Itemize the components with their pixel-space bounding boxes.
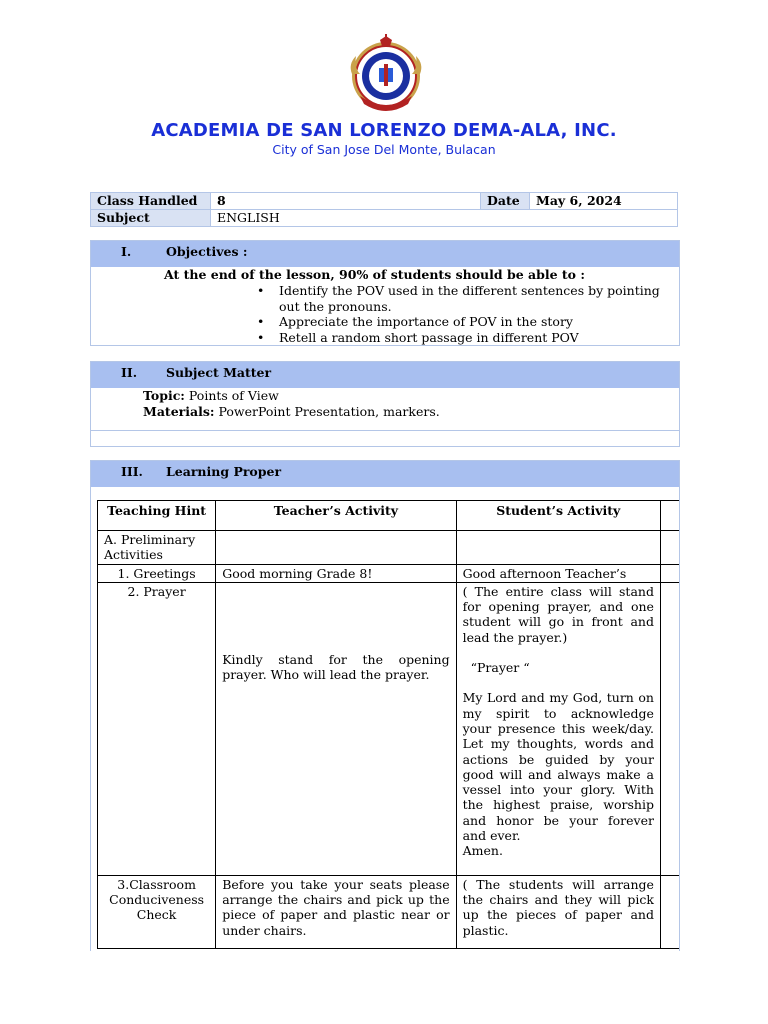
objectives-list	[91, 283, 679, 345]
school-seal-icon	[346, 34, 426, 114]
table-cell: 3.Classroom Conduciveness Check	[98, 875, 216, 948]
learning-proper-number: III.	[121, 464, 143, 479]
prayer-instruction: Kindly stand for the opening prayer. Who will lead the prayer.	[222, 651, 450, 683]
table-cell	[660, 875, 679, 948]
subject-matter-section	[90, 361, 680, 447]
table-cell: Before you take your seats please arrange the chairs and pick up the piece of paper and plastic near or under chairs.	[216, 875, 456, 948]
table-row	[98, 531, 680, 565]
list-item: • Identify the POV used in the different sentences by pointing out the pronouns.	[279, 283, 679, 314]
table-cell: Good afternoon Teacher’s	[456, 564, 660, 582]
subject-matter-number: II.	[121, 365, 138, 380]
learning-proper-header	[91, 461, 679, 487]
subject-matter-title: Subject Matter	[166, 365, 272, 380]
subject-matter-header	[91, 362, 679, 388]
table-cell	[456, 582, 660, 875]
table-cell	[660, 564, 679, 582]
class-label: Class Handled	[91, 193, 211, 210]
table-cell	[216, 582, 456, 875]
date-label: Date	[481, 193, 530, 210]
prayer-note: ( The entire class will stand for opening prayer, and one student will go in front and lead the prayer.)	[462, 583, 654, 645]
objectives-title: Objectives :	[166, 244, 248, 259]
class-info-table	[90, 192, 678, 227]
topic-label: Topic:	[143, 388, 185, 403]
divider	[91, 430, 679, 431]
subject-value: ENGLISH	[211, 210, 678, 227]
materials-line	[91, 404, 679, 420]
table-cell	[216, 531, 456, 565]
subject-label: Subject	[91, 210, 211, 227]
objectives-section	[90, 240, 680, 346]
table-cell	[660, 501, 679, 531]
school-name: ACADEMIA DE SAN LORENZO DEMA-ALA, INC.	[151, 120, 617, 141]
materials-value: PowerPoint Presentation, markers.	[214, 404, 440, 419]
table-cell: A. Preliminary Activities	[98, 531, 216, 565]
table-cell	[456, 531, 660, 565]
table-cell: ( The students will arrange the chairs and they will pick up the pieces of paper and plastic.	[456, 875, 660, 948]
learning-proper-title: Learning Proper	[166, 464, 282, 479]
list-item: • Appreciate the importance of POV in the story	[279, 314, 679, 330]
class-value: 8	[211, 193, 481, 210]
topic-value: Points of View	[184, 388, 279, 403]
list-item: • Retell a random short passage in different POV	[279, 330, 679, 346]
objectives-header	[91, 241, 679, 267]
prayer-text: My Lord and my God, turn on my spirit to acknowledge your presence this week/day. Let my thoughts, words and actions be guided by your good will and always make a vessel into your glory. With the highest praise, worship and honor be your forever and ever.	[462, 690, 654, 844]
topic-line	[91, 388, 679, 404]
table-cell: Good morning Grade 8!	[216, 564, 456, 582]
materials-label: Materials:	[143, 404, 215, 419]
table-header-row	[98, 501, 680, 531]
info-row	[91, 210, 678, 227]
learning-proper-table	[97, 500, 679, 949]
table-cell	[660, 531, 679, 565]
objectives-number: I.	[121, 244, 132, 259]
table-row	[98, 564, 680, 582]
school-address: City of San Jose Del Monte, Bulacan	[272, 142, 496, 157]
table-cell	[660, 582, 679, 875]
column-header: Teaching Hint	[98, 501, 216, 531]
prayer-heading: “Prayer “	[470, 660, 530, 676]
column-header: Student’s Activity	[456, 501, 660, 531]
date-value: May 6, 2024	[530, 193, 678, 210]
table-row	[98, 875, 680, 948]
column-header: Teacher’s Activity	[216, 501, 456, 531]
info-row	[91, 193, 678, 210]
objectives-lead: At the end of the lesson, 90% of students should be able to :	[164, 267, 585, 282]
table-cell: 2. Prayer	[98, 582, 216, 875]
table-cell: 1. Greetings	[98, 564, 216, 582]
prayer-amen: Amen.	[462, 843, 503, 859]
table-row	[98, 582, 680, 875]
